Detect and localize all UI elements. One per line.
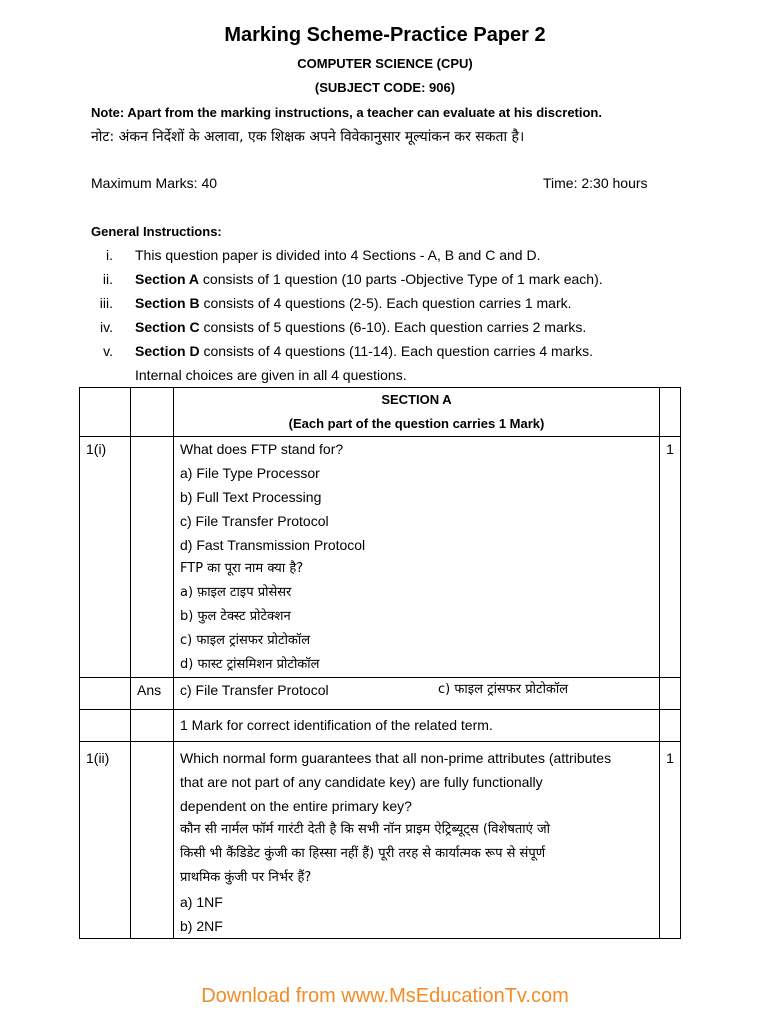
instruction-note: Internal choices are given in all 4 questions.: [135, 367, 407, 383]
instruction-item: [91, 271, 603, 287]
option-c: c) File Transfer Protocol: [180, 513, 329, 529]
question-text-hindi: किसी भी कैंडिडेट कुंजी का हिस्सा नहीं हैं) पूरी तरह से कार्यात्मक रूप से संपूर्ण: [180, 846, 546, 861]
answer-row: [80, 678, 681, 710]
instruction-text: consists of 5 questions (6-10). Each question carries 2 marks.: [199, 319, 587, 335]
option-c-hindi: c) फाइल ट्रांसफर प्रोटोकॉल: [180, 633, 311, 648]
question-row: [80, 742, 681, 939]
question-text: What does FTP stand for?: [180, 441, 344, 457]
instruction-number: i.: [106, 247, 113, 263]
question-number: 1(i): [86, 441, 107, 457]
maximum-marks: Maximum Marks: 40: [91, 175, 218, 191]
time-allowed: Time: 2:30 hours: [543, 175, 648, 191]
question-text-hindi: कौन सी नार्मल फॉर्म गारंटी देती है कि सभी नॉन प्राइम ऐट्रिब्यूट्स (विशेषताएं जो: [180, 822, 550, 837]
option-b: b) 2NF: [180, 918, 223, 934]
question-marks: 1: [666, 750, 674, 766]
instruction-number: iv.: [100, 319, 113, 335]
instruction-number: iii.: [99, 295, 113, 311]
option-a-hindi: a) फ़ाइल टाइप प्रोसेसर: [180, 585, 292, 600]
section-subtitle: (Each part of the question carries 1 Mark): [288, 416, 545, 431]
instruction-number: ii.: [102, 271, 113, 287]
instruction-text: This question paper is divided into 4 Sections - A, B and C and D.: [135, 247, 541, 263]
subject-code: (SUBJECT CODE: 906): [314, 80, 456, 95]
instruction-item: [91, 247, 540, 263]
instruction-item: [91, 295, 572, 311]
instruction-item: [91, 343, 593, 359]
marking-row: [80, 710, 681, 742]
question-text: Which normal form guarantees that all non-prime attributes (attributes: [180, 750, 612, 766]
subject-name: COMPUTER SCIENCE (CPU): [297, 56, 473, 71]
instruction-item: [91, 319, 586, 335]
question-text-hindi: प्राथमिक कुंजी पर निर्भर हैं?: [180, 870, 312, 885]
option-b: b) Full Text Processing: [180, 489, 322, 505]
answer-hindi: c) फाइल ट्रांसफर प्रोटोकॉल: [438, 682, 569, 697]
download-link[interactable]: Download from www.MsEducationTv.com: [201, 985, 569, 1007]
questions-table: [79, 387, 681, 939]
instruction-text: consists of 1 question (10 parts -Objective Type of 1 mark each).: [199, 271, 603, 287]
answer-label: Ans: [137, 682, 162, 698]
instruction-section: Section C: [135, 319, 200, 335]
note-hindi: नोट: अंकन निर्देशों के अलावा, एक शिक्षक अपने विवेकानुसार मूल्यांकन कर सकता है।: [91, 129, 525, 145]
question-marks: 1: [666, 441, 674, 457]
marking-guideline: 1 Mark for correct identification of the related term.: [180, 717, 493, 733]
general-instructions-title: General Instructions:: [91, 224, 222, 239]
section-header-row: [80, 388, 681, 437]
question-row: [80, 437, 681, 678]
section-title: SECTION A: [381, 392, 452, 407]
question-text: dependent on the entire primary key?: [180, 798, 412, 814]
option-d: d) Fast Transmission Protocol: [180, 537, 366, 553]
instruction-number: v.: [103, 343, 113, 359]
option-a: a) 1NF: [180, 894, 223, 910]
question-text-hindi: FTP का पूरा नाम क्या है?: [180, 561, 304, 576]
option-a: a) File Type Processor: [180, 465, 320, 481]
question-text: that are not part of any candidate key) are fully functionally: [180, 774, 543, 790]
page-title: Marking Scheme-Practice Paper 2: [224, 24, 546, 46]
option-b-hindi: b) फुल टेक्स्ट प्रोटेक्शन: [180, 609, 291, 624]
instruction-text: consists of 4 questions (11-14). Each question carries 4 marks.: [199, 343, 594, 359]
option-d-hindi: d) फास्ट ट्रांसमिशन प्रोटोकॉल: [180, 657, 320, 672]
instruction-text: consists of 4 questions (2-5). Each question carries 1 mark.: [199, 295, 572, 311]
instruction-section: Section B: [135, 295, 200, 311]
instruction-section: Section D: [135, 343, 200, 359]
answer-english: c) File Transfer Protocol: [180, 682, 329, 698]
note-english: Note: Apart from the marking instructions, a teacher can evaluate at his discretion.: [91, 105, 602, 120]
question-number: 1(ii): [86, 750, 110, 766]
instruction-section: Section A: [135, 271, 200, 287]
